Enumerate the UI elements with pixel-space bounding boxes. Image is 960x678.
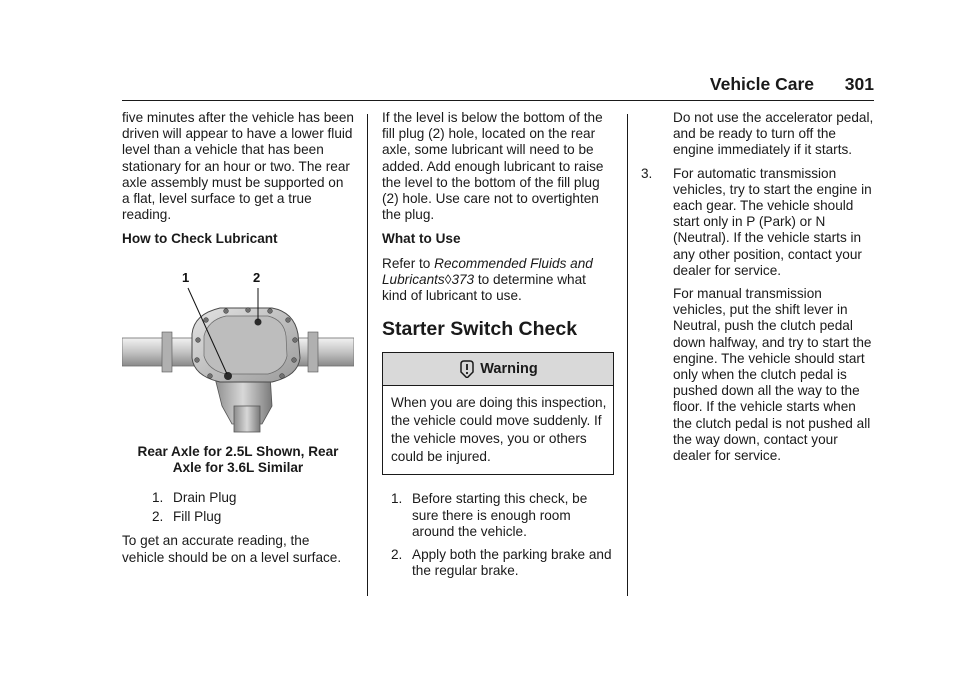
figure-caption: Rear Axle for 2.5L Shown, Rear Axle for 3.6L Similar bbox=[137, 443, 339, 475]
warning-header bbox=[383, 353, 613, 386]
column-1 bbox=[122, 110, 354, 574]
warning-box bbox=[382, 352, 614, 475]
list-item: 2. Apply both the parking brake and the regular brake. bbox=[391, 547, 612, 579]
how-to-check-heading: How to Check Lubricant bbox=[122, 231, 278, 247]
starter-switch-title: Starter Switch Check bbox=[382, 318, 578, 341]
warning-body: When you are doing this inspection, the vehicle could move suddenly. If the vehicle moves, you or others could be injured. bbox=[391, 395, 607, 464]
page-number: 301 bbox=[844, 74, 874, 94]
page-header bbox=[122, 74, 874, 101]
outro-paragraph: To get an accurate reading, the vehicle should be on a level surface. bbox=[122, 533, 342, 565]
list-item: 3. For automatic transmission vehicles, try to start the engine in each gear. The vehicle should start only in P (Park) or N (Neutral). If the vehicle starts in any other position, contact your dealer for service. For manual transmission vehicles, put the shift lever in Neutral, push the clutch pedal down halfway, and try to start the engine. The vehicle should start only when the clutch pedal is pushed down all the way to the floor. If the vehicle starts when the clutch pedal is not pushed all the way down, contact your dealer for service. bbox=[641, 166, 874, 465]
column-divider bbox=[367, 114, 368, 596]
parts-list bbox=[122, 490, 354, 525]
step-2-continuation: Do not use the accelerator pedal, and be ready to turn off the engine immediately if it starts. bbox=[673, 110, 874, 158]
warning-icon bbox=[458, 360, 476, 378]
recommended-fluids-link[interactable]: Recommended Fluids and Lubricants bbox=[382, 255, 593, 287]
drain-plug bbox=[224, 372, 232, 380]
page-ref-number[interactable]: 373 bbox=[451, 271, 475, 287]
pinion-flange bbox=[234, 406, 260, 432]
steps-list bbox=[382, 491, 614, 579]
column-divider bbox=[627, 114, 628, 596]
list-item: 1. Drain Plug bbox=[152, 490, 237, 506]
what-to-use-heading: What to Use bbox=[382, 231, 461, 247]
callout-2: 2 bbox=[253, 269, 261, 285]
callout-1: 1 bbox=[182, 269, 190, 285]
refer-paragraph: Refer to Recommended Fluids and Lubricants◊373 to determine what kind of lubricant to use. bbox=[382, 255, 593, 304]
list-item: 2. Fill Plug bbox=[152, 509, 222, 525]
rear-axle-illustration bbox=[122, 256, 354, 436]
section-title: Vehicle Care bbox=[709, 74, 814, 94]
warning-title: Warning bbox=[480, 361, 538, 378]
level-paragraph: If the level is below the bottom of the fill plug (2) hole, located on the rear axle, some lubricant will need to be added. Add enough lubricant to raise the level to the bottom of the fill plug (2) hole. Use care not to overtighten the plug. bbox=[382, 110, 604, 223]
intro-paragraph: five minutes after the vehicle has been driven will appear to have a lower fluid level than a vehicle that has been stationary for an hour or two. The rear axle assembly must be supported on a flat, level surface to get a true reading. bbox=[122, 110, 354, 223]
page-ref-arrow-icon: ◊ bbox=[444, 271, 452, 287]
column-2 bbox=[382, 110, 614, 586]
manual-transmission-note: For manual transmission vehicles, put the shift lever in Neutral, push the clutch pedal down halfway, and try to start the engine. The vehicle should start only when the clutch pedal is pushed down all the way to the floor. If the vehicle starts when the clutch pedal is not pushed all the way down, contact your dealer for service. bbox=[673, 286, 872, 464]
column-3 bbox=[641, 110, 874, 471]
list-item: 1. Before starting this check, be sure there is enough room around the vehicle. bbox=[391, 491, 588, 539]
rear-axle-figure bbox=[122, 256, 354, 436]
steps-list-continued bbox=[641, 166, 874, 465]
